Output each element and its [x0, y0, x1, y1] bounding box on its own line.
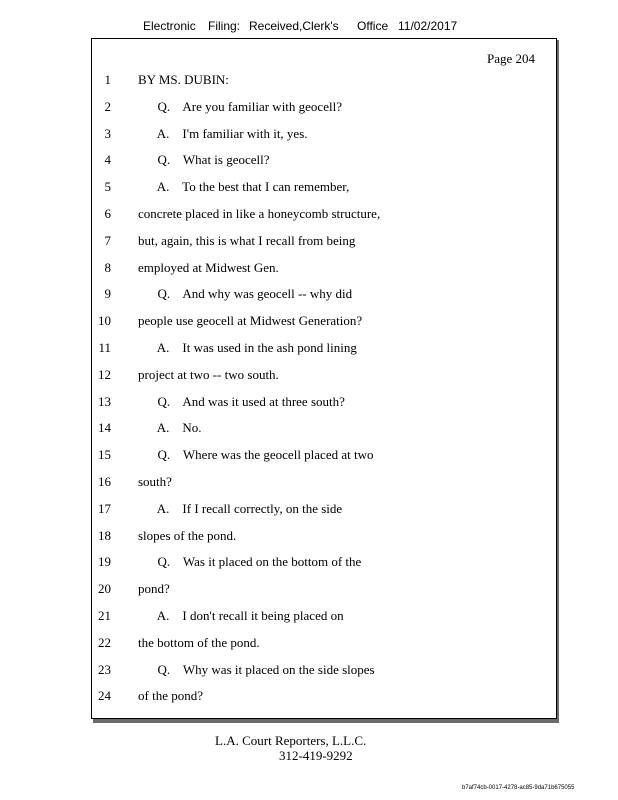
line-text: Q. Why was it placed on the side slopes: [138, 661, 375, 677]
line-number: 14: [98, 420, 111, 436]
header-received: Received,Clerk's: [249, 19, 339, 33]
line-text: A. No.: [138, 420, 202, 436]
line-text: A. It was used in the ash pond lining: [138, 340, 357, 355]
line-text: Q. Where was the geocell placed at two: [138, 447, 374, 463]
line-number: 16: [98, 474, 111, 489]
line-number: 24: [98, 688, 111, 704]
line-number: 18: [98, 527, 111, 543]
line-text: BY MS. DUBIN:: [138, 72, 229, 87]
line-text: people use geocell at Midwest Generation?: [138, 313, 363, 329]
line-text: employed at Midwest Gen.: [138, 259, 279, 275]
line-text: A. To the best that I can remember,: [138, 179, 350, 195]
line-number: 11: [98, 340, 111, 355]
line-number: 5: [104, 179, 111, 195]
line-number: 21: [98, 608, 111, 623]
line-number: 13: [98, 393, 111, 409]
line-number: 12: [98, 366, 111, 382]
line-number: 6: [104, 206, 111, 221]
line-number: 9: [104, 286, 111, 302]
line-number: 19: [98, 554, 111, 570]
line-text: Q. What is geocell?: [138, 152, 270, 168]
line-text: the bottom of the pond.: [138, 634, 260, 650]
footer-company: L.A. Court Reporters, L.L.C.: [215, 733, 367, 748]
line-text: project at two -- two south.: [138, 366, 279, 382]
page-number: Page 204: [486, 51, 535, 66]
line-number: 20: [98, 581, 111, 597]
line-number: 10: [98, 313, 111, 329]
line-number: 2: [104, 98, 111, 114]
line-text: pond?: [138, 581, 170, 597]
line-number: 4: [104, 152, 111, 168]
line-text: Q. Are you familiar with geocell?: [138, 98, 342, 114]
line-text: Q. And was it used at three south?: [138, 393, 345, 409]
line-text: of the pond?: [138, 688, 203, 704]
line-text: but, again, this is what I recall from being: [138, 232, 356, 248]
line-text: south?: [138, 474, 172, 489]
line-text: slopes of the pond.: [138, 527, 237, 543]
line-number: 15: [98, 447, 111, 463]
filing-stamp-header: [0, 19, 618, 39]
line-number: 7: [104, 232, 111, 248]
header-filing: Filing:: [208, 19, 241, 33]
line-text: A. If I recall correctly, on the side: [138, 500, 343, 516]
line-number: 1: [104, 72, 111, 87]
line-text: Q. And why was geocell -- why did: [138, 286, 353, 302]
header-electronic: Electronic: [143, 19, 196, 33]
header-date: 11/02/2017: [398, 19, 458, 33]
document-hash: b7af74cb-0017-4278-ac85-9da71b675055: [462, 785, 575, 791]
line-text: Q. Was it placed on the bottom of the: [138, 554, 362, 570]
line-number: 22: [98, 634, 111, 650]
line-number: 8: [104, 259, 111, 275]
header-office: Office: [357, 19, 389, 33]
line-text: A. I don't recall it being placed on: [138, 608, 344, 623]
footer-phone: 312-419-9292: [279, 748, 353, 763]
line-text: concrete placed in like a honeycomb structure,: [138, 206, 381, 221]
line-number: 17: [98, 500, 111, 516]
line-number: 3: [104, 125, 111, 141]
line-number: 23: [98, 661, 111, 677]
line-text: A. I'm familiar with it, yes.: [138, 125, 308, 141]
